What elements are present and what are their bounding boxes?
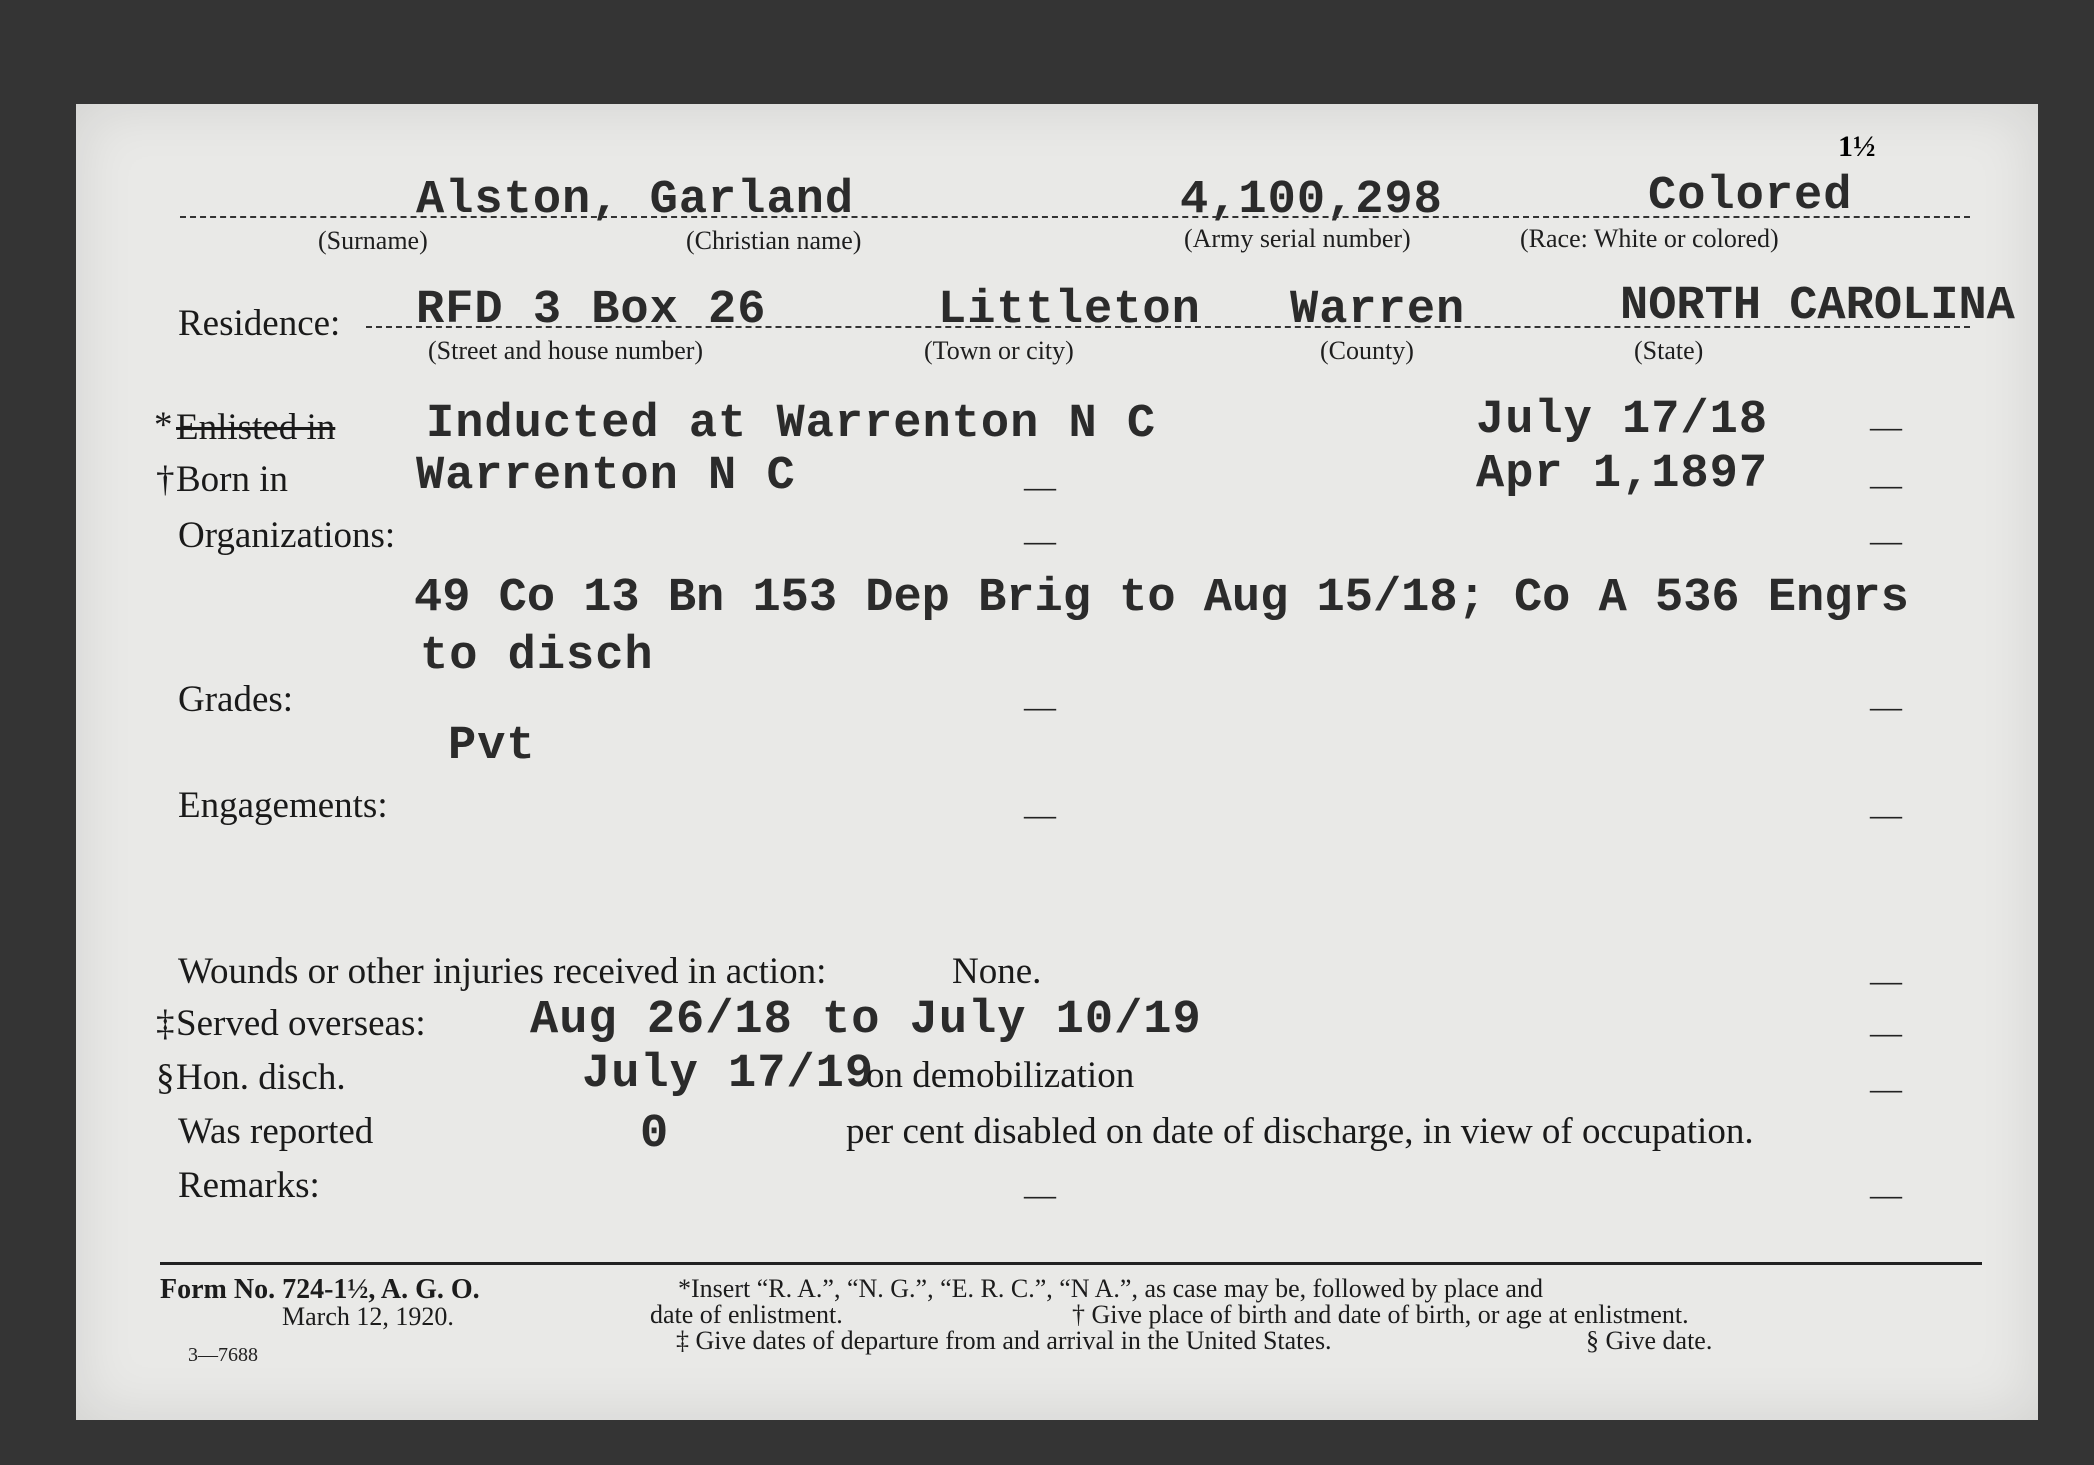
engagements-tick: — — [1870, 796, 1902, 832]
disch-tick: — — [1870, 1070, 1902, 1106]
caption-christian: (Christian name) — [686, 226, 862, 255]
footnote-1b: date of enlistment. — [650, 1300, 843, 1329]
grade-value: Pvt — [448, 720, 536, 773]
footnote-4: § Give date. — [1586, 1326, 1713, 1355]
wounds-label: Wounds or other injuries received in action: — [178, 951, 827, 992]
footer-rule — [160, 1262, 1982, 1265]
disabled-percent: 0 — [640, 1108, 670, 1161]
draft-record-card — [76, 104, 2038, 1420]
enlisted-place: Inducted at Warrenton N C — [426, 398, 1157, 451]
grades-tick: — — [1870, 688, 1902, 724]
caption-race: (Race: White or colored) — [1520, 224, 1779, 253]
corner-mark: 1½ — [1838, 130, 1876, 163]
demobilization-text: on demobilization — [866, 1055, 1135, 1096]
footnote-3: ‡ Give dates of departure from and arrival in the United States. — [676, 1326, 1332, 1355]
grades-mid-tick: — — [1024, 688, 1056, 724]
grades-label: Grades: — [178, 679, 294, 720]
enlisted-date: July 17/18 — [1476, 394, 1769, 447]
born-label: Born in — [176, 459, 289, 500]
born-place: Warrenton N C — [416, 450, 796, 503]
caption-state: (State) — [1634, 336, 1704, 365]
row2-underline — [366, 326, 1970, 328]
caption-surname: (Surname) — [318, 226, 428, 255]
wounds-value: None. — [952, 951, 1042, 992]
enlisted-tick: — — [1870, 408, 1902, 444]
remarks-tick: — — [1870, 1176, 1902, 1212]
residence-label: Residence: — [178, 303, 341, 344]
born-tick: — — [1870, 466, 1902, 502]
reported-suffix: per cent disabled on date of discharge, in view of occupation. — [846, 1111, 1754, 1152]
reported-label: Was reported — [178, 1111, 374, 1152]
wounds-tick: — — [1870, 962, 1902, 998]
served-marker: ‡ — [156, 1003, 175, 1044]
engagements-label: Engagements: — [178, 785, 388, 826]
enlisted-marker: * — [154, 405, 173, 446]
residence-street: RFD 3 Box 26 — [416, 284, 767, 337]
organizations-label: Organizations: — [178, 515, 396, 556]
organizations-line1: 49 Co 13 Bn 153 Dep Brig to Aug 15/18; Co A 536 Engrs — [414, 572, 1909, 625]
served-label: Served overseas: — [176, 1003, 426, 1044]
caption-serial: (Army serial number) — [1184, 224, 1411, 253]
hon-disch-date: July 17/19 — [582, 1048, 875, 1101]
remarks-mid-tick: — — [1024, 1176, 1056, 1212]
footnote-2: † Give place of birth and date of birth, or age at enlistment. — [1072, 1300, 1689, 1329]
served-overseas-value: Aug 26/18 to July 10/19 — [530, 994, 1202, 1047]
engagements-mid-tick: — — [1024, 796, 1056, 832]
form-number: Form No. 724-1½, A. G. O. — [160, 1274, 480, 1305]
caption-street: (Street and house number) — [428, 336, 704, 365]
footnote-1a: *Insert “R. A.”, “N. G.”, “E. R. C.”, “N A.”, as case may be, followed by place and — [678, 1274, 1543, 1303]
served-tick: — — [1870, 1014, 1902, 1050]
disch-label: Hon. disch. — [176, 1057, 346, 1098]
caption-town: (Town or city) — [924, 336, 1074, 365]
org-tick: — — [1870, 522, 1902, 558]
name-value: Alston, Garland — [416, 174, 855, 227]
org-mid-tick: — — [1024, 522, 1056, 558]
enlisted-label: Enlisted in — [176, 407, 336, 448]
remarks-label: Remarks: — [178, 1165, 320, 1206]
race-value: Colored — [1648, 170, 1853, 223]
born-date: Apr 1,1897 — [1476, 448, 1769, 501]
caption-county: (County) — [1320, 336, 1414, 365]
print-code: 3—7688 — [188, 1344, 258, 1366]
residence-county: Warren — [1290, 284, 1466, 337]
residence-state: NORTH CAROLINA — [1620, 280, 2015, 333]
serial-value: 4,100,298 — [1180, 174, 1443, 227]
disch-marker: § — [156, 1057, 175, 1098]
residence-town: Littleton — [938, 284, 1201, 337]
born-mid-tick: — — [1024, 468, 1056, 504]
organizations-line2: to disch — [420, 630, 654, 683]
row1-underline — [180, 216, 1970, 218]
form-date: March 12, 1920. — [282, 1302, 454, 1331]
born-marker: † — [156, 459, 175, 500]
